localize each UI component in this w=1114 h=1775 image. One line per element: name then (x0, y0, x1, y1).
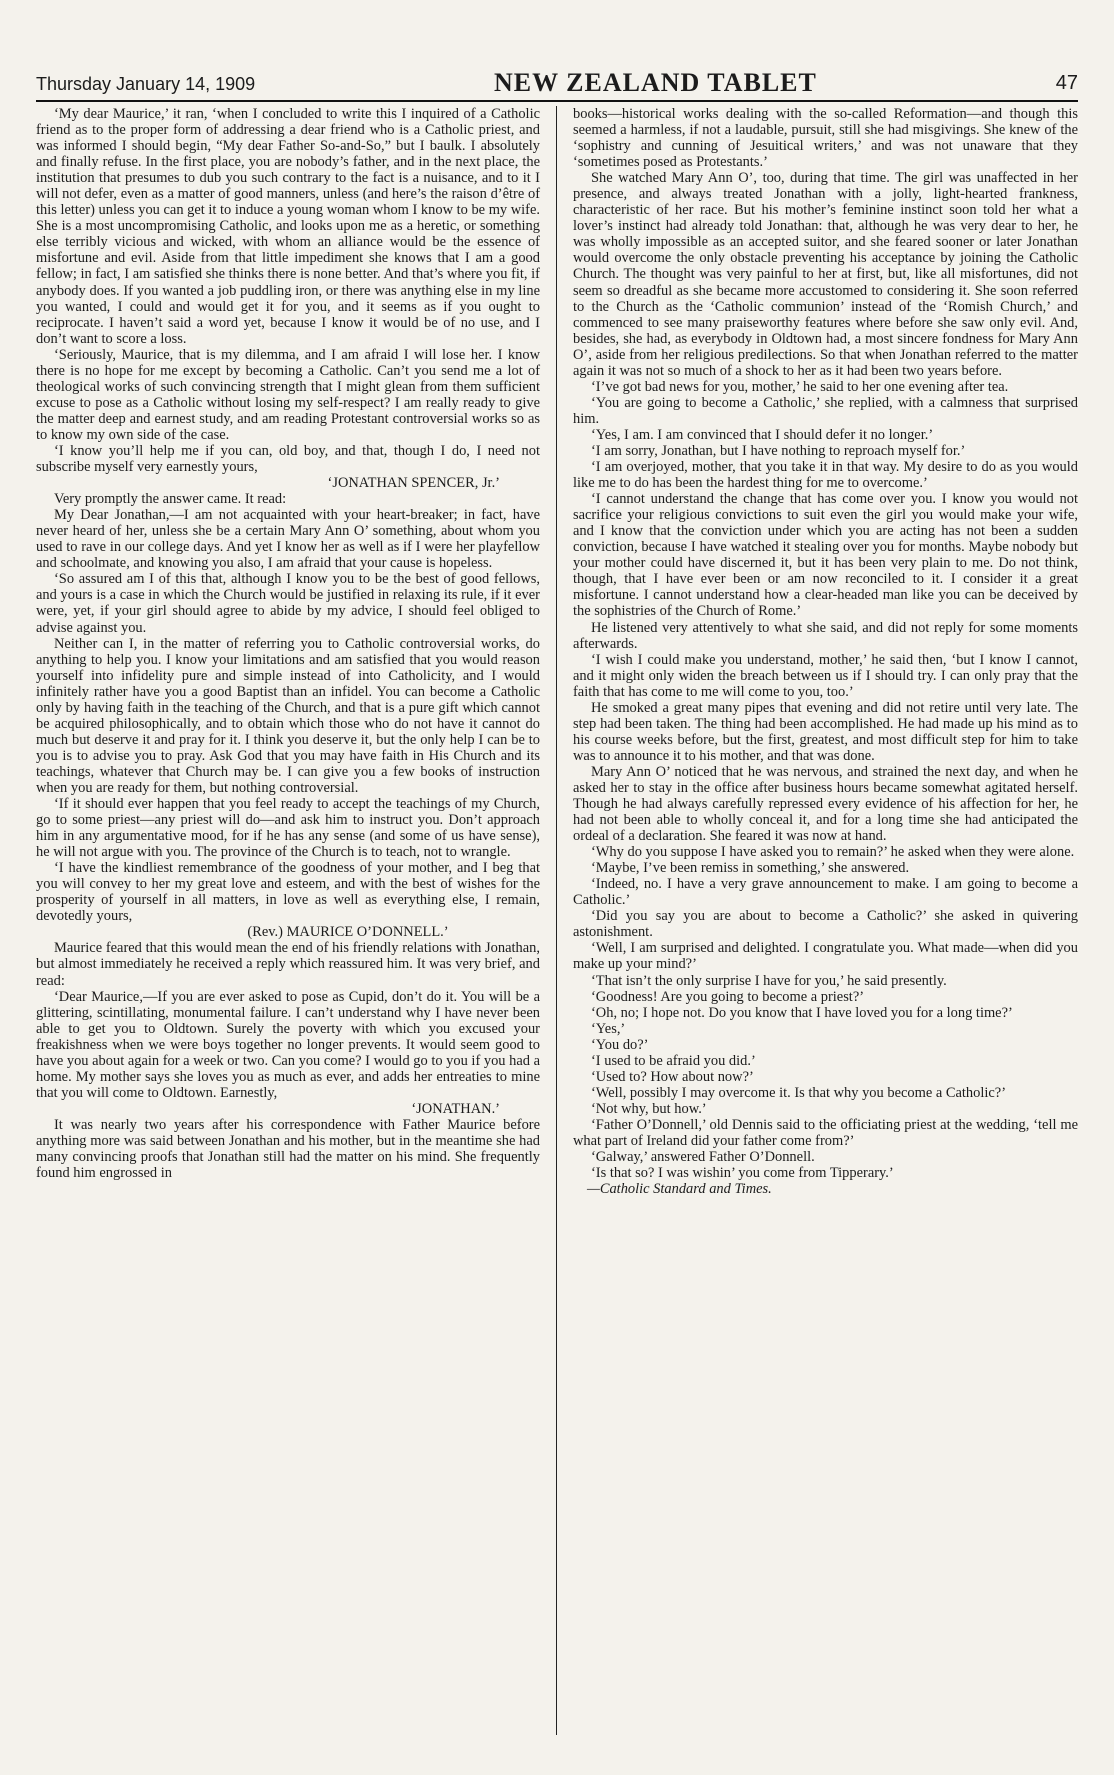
paragraph: Neither can I, in the matter of referring you to Catholic controversial works, do anything to help you. I know your limitations and am satisfied that you would reason yourself into infidelity pure and simple instead of into Catholicity, and I would infinitely rather have you a good Baptist than an infidel. You can become a Catholic only by having faith in the teaching of the Church, and that is a pure gift which cannot be acquired philosophically, and to obtain which those who do not have it cannot do much but deserve it and pray for it. I think you deserve it, but the only help I can be to you is to advise you to pray. Ask God that you may have faith in His Church and its teachings, whatever that Church may be. I can give you a few books of instruction when you are ready for them, but nothing controversial. (36, 635, 540, 796)
right-column (557, 106, 1078, 1735)
paragraph: ‘I am overjoyed, mother, that you take it in that way. My desire to do as you would like me to do has been the hardest thing for me to overcome.’ (573, 459, 1078, 492)
paragraph: ‘Did you say you are about to become a Catholic?’ she asked in quivering astonishment. (573, 908, 1078, 941)
paragraph: ‘I know you’ll help me if you can, old boy, and that, though I do, I need not subscribe myself very earnestly yours, (36, 442, 540, 476)
paragraph: ‘I am sorry, Jonathan, but I have nothing to reproach myself for.’ (591, 442, 966, 459)
paragraph: ‘Father O’Donnell,’ old Dennis said to the officiating priest at the wedding, ‘tell me what part of Ireland did your father come from?’ (573, 1116, 1078, 1149)
paragraph: ‘Goodness! Are you going to become a priest?’ (591, 988, 865, 1005)
article-columns (36, 106, 1078, 1735)
signature: ‘JONATHAN SPENCER, Jr.’ (327, 475, 500, 492)
paragraph: She watched Mary Ann O’, too, during that time. The girl was unaffected in her presence, and always treated Jonathan with a jolly, light-hearted frankness, characteristic of her race. But his mother’s feminine instinct soon told her what a lover’s instinct had already told Jonathan: that, although he was very dear to her, he was wholly impossible as an accepted suitor, and she feared sooner or later Jonathan would overcome the only obstacle preventing his acceptance by joining the Catholic Church. The thought was very painful to her at first, but, like all misfortunes, did not seem so dreadful as she became more accustomed to considering it. She soon referred to the Church as the ‘Catholic communion’ instead of the ‘Romish Church,’ and commenced to see many praiseworthy features where before she saw only evil. And, besides, she had, as everybody in Oldtown had, a most sincere fondness for Mary Ann O’, aside from her religious predilections. So that when Jonathan referred to the matter again it was not so much of a shock to her as it had been two years before. (573, 170, 1078, 379)
paragraph: He listened very attentively to what she said, and did not reply for some moments afterwards. (573, 619, 1078, 652)
paragraph: ‘I cannot understand the change that has come over you. I know you would not sacrifice your religious convictions to suit even the girl you would make your wife, and I know that the conviction under which you are acting has not been a sudden conviction, because I have watched it stealing over you for months. Maybe nobody but your mother could have discerned it, but it has been very plain to me. Do not think, though, that I have ever been or am now reconciled to it. I consider it a great misfortune. I cannot understand how a clear-headed man like you can be deceived by the sophistries of the Church of Rome.’ (573, 491, 1078, 620)
paragraph: Maurice feared that this would mean the end of his friendly relations with Jonathan, but almost immediately he received a reply which reassured him. It was very brief, and read: (36, 940, 540, 989)
paragraph: ‘I wish I could make you understand, mother,’ he said then, ‘but I know I cannot, and it might only widen the breach between us if I should try. I can only pray that the faith that has come to me will come to you, too.’ (573, 651, 1078, 700)
paragraph: ‘That isn’t the only surprise I have for you,’ he said presently. (591, 972, 947, 989)
paragraph: books—historical works dealing with the so-called Reformation—and though this seemed a harmless, if not a laudable, pursuit, still she had misgivings. She knew of the ‘sophistry and cunning of Jesuitical writers,’ and was not unaware that they ‘sometimes posed as Protestants.’ (573, 106, 1078, 171)
paragraph: My Dear Jonathan,—I am not acquainted with your heart-breaker; in fact, have never heard of her, unless she be a certain Mary Ann O’ something, about whom you used to rave in our college days. And yet I know her as well as if I were her playfellow and schoolmate, and knowing you also, I am afraid that your cause is hopeless. (36, 507, 540, 572)
paragraph: ‘You are going to become a Catholic,’ she replied, with a calmness that surprised him. (573, 394, 1078, 427)
issue-date: Thursday January 14, 1909 (36, 74, 256, 94)
paragraph: ‘Seriously, Maurice, that is my dilemma, and I am afraid I will lose her. I know there is no hope for me except by becoming a Catholic. Can’t you send me a lot of theological works of such convincing strength that I might glean from them sufficient excuse to pose as a Catholic without losing my self-respect? I am really ready to give the matter deep and earnest study, and am reading Protestant controversial works so as to know my own side of the case. (36, 346, 540, 443)
masthead-title: NEW ZEALAND TABLET (494, 68, 817, 97)
paragraph: ‘Used to? How about now?’ (591, 1068, 754, 1085)
paragraph: ‘I’ve got bad news for you, mother,’ he said to her one evening after tea. (591, 378, 1009, 395)
paragraph: ‘My dear Maurice,’ it ran, ‘when I concluded to write this I inquired of a Catholic friend as to the proper form of addressing a dear friend who is a Catholic priest, and was informed I should begin, “My dear Father So-and-So,” but I baulk. I absolutely and finally refuse. In the first place, you are nobody’s father, and in the next place, the institution that presumes to dub you such contrary to the fact is a nuisance, and to it I will not defer, even as a matter of good manners, unless (and here’s the raison d’être of this letter) unless you can get it to induce a young woman whom I know to be my wife. She is a most uncompromising Catholic, and looks upon me as a heretic, or something else terribly vicious and wicked, with whom an alliance would be the essence of misfortune and evil. Aside from that little impediment she knows that I am a good fellow; in fact, I am satisfied she thinks there is none better. And that’s where you fit, if anybody does. If you wanted a job puddling iron, or there was anything else in my line you wanted, I could and would get it for you, and it seems as if you ought to reciprocate. I haven’t said a word yet, because I know it would be of no use, and I don’t want to score a loss. (36, 106, 541, 347)
source-credit: —Catholic Standard and Times. (587, 1181, 772, 1198)
paragraph: ‘Is that so? I was wishin’ you come from Tipperary.’ (591, 1165, 894, 1182)
paragraph: ‘Why do you suppose I have asked you to remain?’ he asked when they were alone. (591, 844, 1075, 861)
signature: ‘JONATHAN.’ (411, 1100, 500, 1117)
left-column (36, 106, 557, 1735)
paragraph: ‘Maybe, I’ve been remiss in something,’ she answered. (591, 860, 910, 877)
page-number: 47 (1055, 72, 1078, 94)
paragraph: ‘Galway,’ answered Father O’Donnell. (591, 1149, 815, 1166)
paragraph: ‘Dear Maurice,—If you are ever asked to pose as Cupid, don’t do it. You will be a glittering, scintillating, monumental failure. I can’t understand why I have never been able to get you to Oldtown. Surely the poverty with which you excused your freakishness when we were boys together no longer prevents. It would seem good to have you about again for a week or two. Can you come? I would go to you if you had a home. My mother says she loves you as much as ever, and adds her entreaties to mine that you will come to Oldtown. Earnestly, (36, 988, 540, 1101)
paragraph: ‘Well, I am surprised and delighted. I congratulate you. What made—when did you make up your mind?’ (573, 940, 1078, 973)
paragraph: Mary Ann O’ noticed that he was nervous, and strained the next day, and when he asked her to stay in the office after business hours became somewhat agitated herself. Though he had always carefully repressed every evidence of his affection for her, he had not been able to wholly conceal it, and for a long time she had anticipated the ordeal of a declaration. She feared it was now at hand. (573, 763, 1078, 845)
paragraph: ‘If it should ever happen that you feel ready to accept the teachings of my Church, go to some priest—any priest will do—and ask him to instruct you. Don’t approach him in any argumentative mood, for if he has any sense (and some of us have sense), he will not argue with you. The province of the Church is to teach, not to wrangle. (36, 796, 540, 861)
paragraph: ‘You do?’ (591, 1036, 649, 1053)
paragraph: ‘So assured am I of this that, although I know you to be the best of good fellows, and yours is a case in which the Church would be justified in relaxing its rule, if it ever were, yet, if your girl should agree to abide by my advice, I should feel obliged to advise against you. (36, 571, 540, 636)
paragraph: ‘Yes,’ (591, 1020, 626, 1037)
paragraph: ‘I used to be afraid you did.’ (591, 1052, 756, 1069)
paragraph: ‘I have the kindliest remembrance of the goodness of your mother, and I beg that you will convey to her my great love and esteem, and with the best of wishes for the prosperity of yourself in all matters, in love as well as everything else, I remain, devotedly yours, (36, 860, 540, 925)
paragraph: ‘Oh, no; I hope not. Do you know that I have loved you for a long time?’ (591, 1004, 1013, 1021)
paragraph: ‘Yes, I am. I am convinced that I should defer it no longer.’ (591, 426, 934, 443)
paragraph: He smoked a great many pipes that evening and did not retire until very late. The step had been taken. The thing had been accomplished. He had made up his mind as to his course weeks before, but the first, greatest, and most difficult step for him to take was to announce it to his mother, and that was done. (573, 699, 1078, 764)
paragraph: It was nearly two years after his correspondence with Father Maurice before anything more was said between Jonathan and his mother, but in the meantime she had many convincing proofs that Jonathan still had the matter on his mind. She frequently found him engrossed in (36, 1116, 540, 1182)
paragraph: ‘Well, possibly I may overcome it. Is that why you become a Catholic?’ (591, 1084, 1007, 1101)
signature: (Rev.) MAURICE O’DONNELL.’ (247, 924, 449, 941)
paragraph: Very promptly the answer came. It read: (54, 491, 287, 508)
paragraph: ‘Not why, but how.’ (591, 1100, 707, 1117)
page-header (36, 62, 1078, 102)
paragraph: ‘Indeed, no. I have a very grave announcement to make. I am going to become a Catholic.’ (573, 876, 1078, 909)
